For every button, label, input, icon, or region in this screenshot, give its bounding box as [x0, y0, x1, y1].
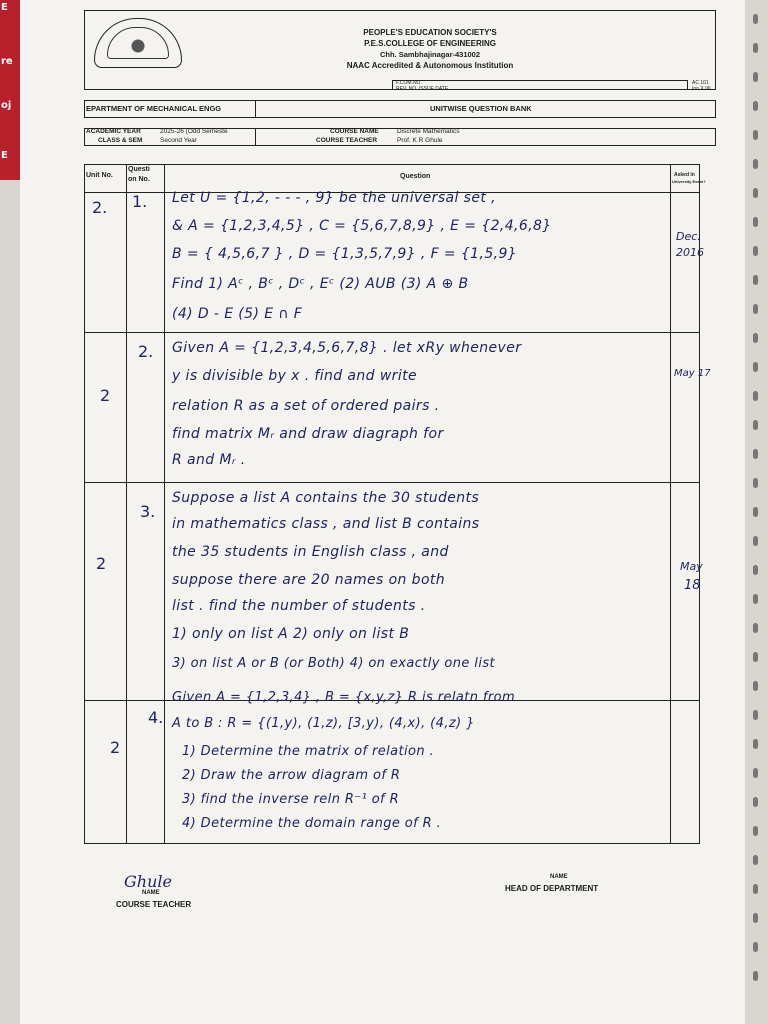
- spiral-hole: [753, 797, 758, 807]
- spiral-hole: [753, 478, 758, 488]
- q4-number: 4.: [148, 708, 164, 727]
- course-name-value: Discrete Mathematics: [397, 128, 460, 135]
- row-divider: [84, 482, 700, 483]
- col-divider: [670, 164, 671, 844]
- edge-letter: E: [1, 2, 8, 13]
- col-divider: [164, 164, 165, 844]
- hod-footer: HEAD OF DEPARTMENT: [505, 884, 599, 893]
- q1-number: 1.: [132, 192, 148, 211]
- q3-line: suppose there are 20 names on both: [172, 572, 446, 588]
- col-header-asked: Asked in: [674, 172, 695, 178]
- q2-unit: 2: [100, 386, 111, 405]
- spiral-hole: [753, 942, 758, 952]
- q3-unit: 2: [96, 554, 107, 573]
- q1-line: Let U = {1,2, - - - , 9} be the universal set ,: [172, 190, 496, 206]
- col-header-qno-2: on No.: [128, 176, 150, 183]
- spiral-hole: [753, 594, 758, 604]
- q2-line: y is divisible by x . find and write: [172, 368, 418, 384]
- teacher-name-label: NAME: [142, 890, 160, 896]
- spiral-hole: [753, 913, 758, 923]
- q3-line: in mathematics class , and list B contains: [172, 516, 480, 532]
- q4-line: 3) find the inverse reln R⁻¹ of R: [182, 792, 400, 807]
- q1-line: (4) D - E (5) E ∩ F: [172, 306, 303, 322]
- spiral-hole: [753, 507, 758, 517]
- spiral-hole: [753, 739, 758, 749]
- spiral-hole: [753, 449, 758, 459]
- edge-letter: re: [1, 56, 13, 67]
- spiral-hole: [753, 43, 758, 53]
- q1-asked: Dec.: [676, 230, 701, 243]
- ac-code-2: Ioo X IIII: [692, 86, 711, 92]
- hod-name-label: NAME: [550, 874, 568, 880]
- col-header-qno: Questi: [128, 166, 150, 173]
- spiral-holes: [742, 0, 764, 1024]
- spiral-hole: [753, 623, 758, 633]
- q2-line: R and Mᵣ .: [172, 452, 246, 468]
- spiral-hole: [753, 391, 758, 401]
- spiral-hole: [753, 652, 758, 662]
- q3-line: 1) only on list A 2) only on list B: [172, 626, 410, 642]
- course-teacher-footer: COURSE TEACHER: [116, 900, 192, 909]
- q3-line: 3) on list A or B (or Both) 4) on exactly one list: [172, 656, 496, 671]
- course-teacher-label: COURSE TEACHER: [316, 137, 378, 144]
- spiral-hole: [753, 536, 758, 546]
- spiral-hole: [753, 855, 758, 865]
- course-teacher-value: Prof. K R Ghule: [397, 137, 443, 144]
- question-bank-title: UNITWISE QUESTION BANK: [430, 104, 532, 113]
- spiral-hole: [753, 14, 758, 24]
- form-no: F.COM.NO.: [396, 80, 422, 86]
- spiral-hole: [753, 710, 758, 720]
- college-name: P.E.S.COLLEGE OF ENGINEERING: [364, 39, 496, 48]
- q3-line: list . find the number of students .: [172, 598, 426, 614]
- edge-letter: oj: [1, 100, 12, 111]
- col-header-asked-2: University Exam?: [672, 179, 706, 184]
- q4-line: 1) Determine the matrix of relation .: [182, 744, 435, 759]
- class-sem-label: CLASS & SEM: [98, 137, 143, 144]
- ac-code: AC 101: [692, 80, 709, 86]
- college-address: Chh. Sambhajinagar-431002: [379, 50, 481, 59]
- rev-no: REV. NO. ISSUE DATE: [396, 86, 449, 92]
- spiral-hole: [753, 101, 758, 111]
- spiral-hole: [753, 188, 758, 198]
- q3-number: 3.: [140, 502, 156, 521]
- edge-letter: E: [1, 150, 8, 161]
- row-divider: [84, 332, 700, 333]
- course-name-label: COURSE NAME: [330, 128, 379, 135]
- spiral-hole: [753, 420, 758, 430]
- spiral-hole: [753, 971, 758, 981]
- q3-line: Suppose a list A contains the 30 students: [172, 490, 480, 506]
- accreditation: NAAC Accredited & Autonomous Institution: [346, 61, 514, 70]
- q2-line: find matrix Mᵣ and draw diagraph for: [172, 426, 444, 442]
- class-sem-value: Second Year: [160, 137, 197, 144]
- q1-unit: 2.: [92, 198, 108, 217]
- red-edge-strip: [0, 0, 20, 180]
- spiral-hole: [753, 681, 758, 691]
- spiral-hole: [753, 768, 758, 778]
- q4-unit: 2: [110, 738, 121, 757]
- q3-asked: May: [680, 560, 703, 573]
- col-header-question: Question: [400, 173, 431, 180]
- q1-asked-year: 2016: [676, 246, 704, 259]
- q4-line: Given A = {1,2,3,4} , B = {x,y,z} R is relatn from: [172, 690, 516, 705]
- academic-year-label: ACADEMIC YEAR: [86, 128, 141, 135]
- spiral-hole: [753, 159, 758, 169]
- q4-line: 2) Draw the arrow diagram of R: [182, 768, 401, 783]
- q2-asked: May 17: [674, 368, 711, 379]
- spiral-hole: [753, 304, 758, 314]
- teacher-signature: Ghule: [124, 872, 172, 891]
- q2-line: Given A = {1,2,3,4,5,6,7,8} . let xRy whenever: [172, 340, 522, 356]
- spiral-hole: [753, 565, 758, 575]
- spiral-hole: [753, 826, 758, 836]
- q4-line: 4) Determine the domain range of R .: [182, 816, 442, 831]
- q2-line: relation R as a set of ordered pairs .: [172, 398, 440, 414]
- q4-line: A to B : R = {(1,y), (1,z), [3,y), (4,x), (4,z) }: [172, 716, 475, 731]
- q3-asked-year: 18: [684, 578, 701, 593]
- q2-number: 2.: [138, 342, 154, 361]
- q1-line: Find 1) Aᶜ , Bᶜ , Dᶜ , Eᶜ (2) AUB (3) A ⊕ B: [172, 276, 469, 292]
- academic-year-value: 2025-26 (Odd Semeste: [160, 128, 228, 135]
- spiral-hole: [753, 362, 758, 372]
- q1-line: B = { 4,5,6,7 } , D = {1,3,5,7,9} , F = {1,5,9}: [172, 246, 518, 262]
- col-header-unit: Unit No.: [86, 172, 113, 179]
- q1-line: & A = {1,2,3,4,5} , C = {5,6,7,8,9} , E = {2,4,6,8}: [172, 218, 552, 234]
- spiral-hole: [753, 130, 758, 140]
- col-divider: [126, 164, 127, 844]
- q3-line: the 35 students in English class , and: [172, 544, 449, 560]
- spiral-hole: [753, 217, 758, 227]
- spiral-hole: [753, 72, 758, 82]
- spiral-hole: [753, 246, 758, 256]
- society-name: PEOPLE'S EDUCATION SOCIETY'S: [363, 28, 497, 37]
- department-name: EPARTMENT OF MECHANICAL ENGG: [86, 104, 222, 113]
- spiral-hole: [753, 275, 758, 285]
- spiral-hole: [753, 333, 758, 343]
- spiral-hole: [753, 884, 758, 894]
